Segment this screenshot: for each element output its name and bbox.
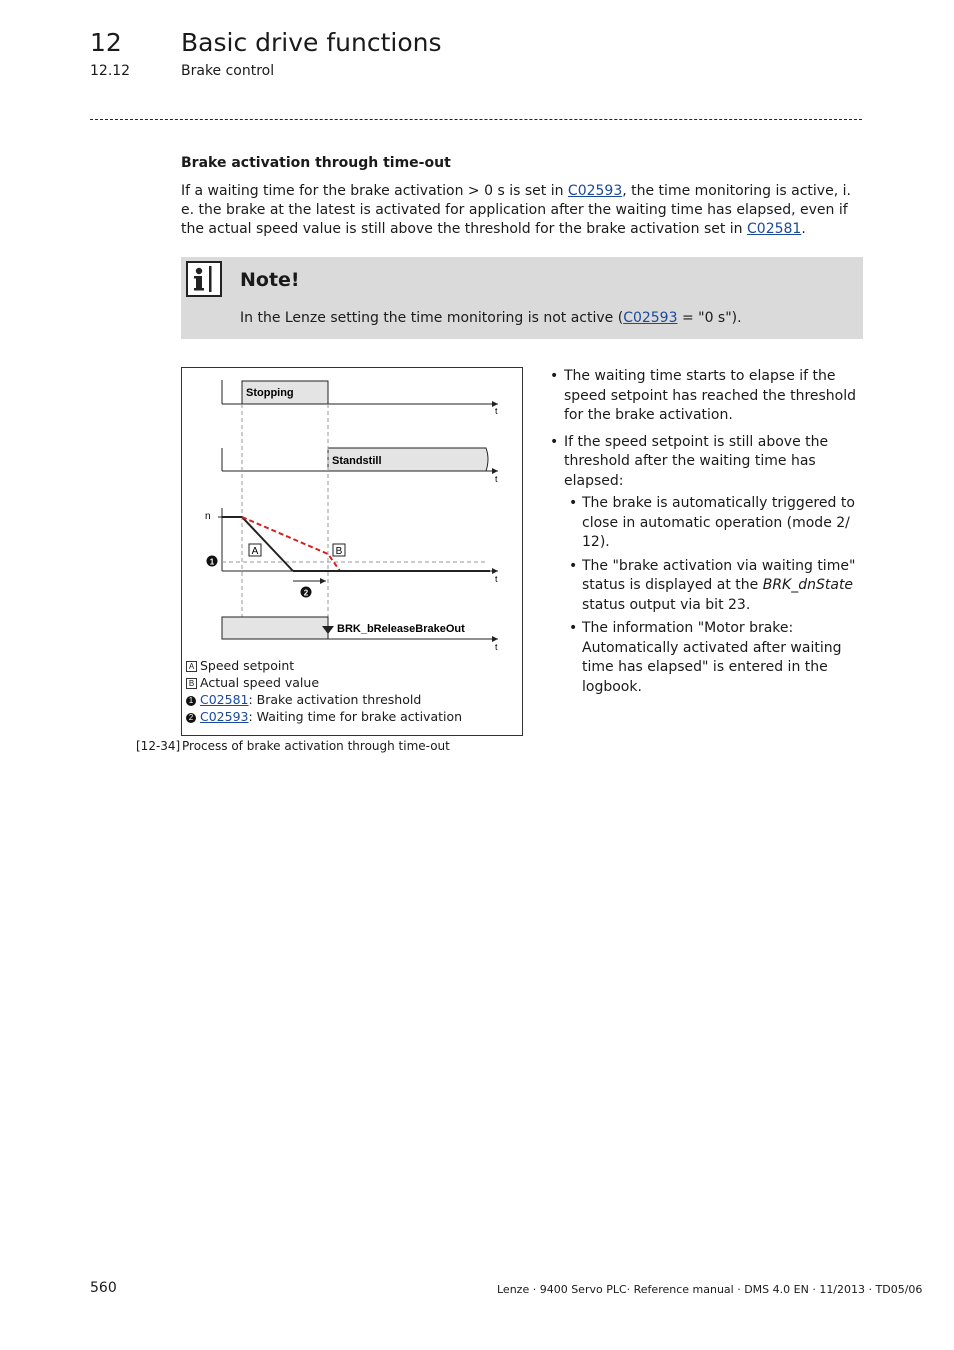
stopping-label: Stopping [246,387,294,399]
note-c02593-link[interactable]: C02593 [623,310,678,326]
note-box [181,257,863,339]
legend-a-box: A [186,661,197,672]
page-number: 560 [90,1280,117,1296]
bullet-list [549,367,867,704]
note-text: In the Lenze setting the time monitoring is not active (C02593 = "0 s"). [240,310,742,326]
legend-item-1: 1 C02581: Brake activation threshold [186,691,462,708]
c02581-link[interactable]: C02581 [747,221,802,237]
section-number: 12.12 [90,63,131,79]
legend-c02593-link[interactable]: C02593 [200,709,249,724]
legend-item-2: 2 C02593: Waiting time for brake activation [186,708,462,725]
note-title: Note! [240,269,300,291]
marker-b: B [335,546,343,557]
legend-b-box: B [186,678,197,689]
legend-c02581-link[interactable]: C02581 [200,692,249,707]
section-title: Brake control [181,63,275,79]
footer-doc-info: Lenze · 9400 Servo PLC· Reference manual · DMS 4.0 EN · 11/2013 · TD05/06 [497,1283,923,1296]
standstill-label: Standstill [332,455,382,467]
legend-item-a: A Speed setpoint [186,657,462,674]
info-icon [186,261,222,297]
section-heading: Brake activation through time-out [181,155,451,171]
marker-a: A [251,546,259,557]
marker-1: 1 [209,557,215,567]
list-item: • The waiting time starts to elapse if the speed setpoint has reached the threshold for the brake activation. [549,367,867,426]
figure-frame [181,367,523,736]
header-divider [90,119,862,120]
figure-legend [186,657,462,725]
brake-timing-diagram [182,368,522,658]
time-label-3: t [495,574,498,584]
legend-2-dot: 2 [186,713,196,723]
sub-list-item: • The "brake activation via waiting time" status is displayed at the BRK_dnState status output via bit 23. [564,557,867,616]
figure-caption-number: [12-34] [136,739,181,753]
intro-paragraph: If a waiting time for the brake activation > 0 s is set in C02593, the time monitoring is active, i. e. the brake at the latest is activated for application after the waiting time has elapsed, even if the actual speed value is still above the threshold for the brake activation set in C02581. [181,183,851,237]
c02593-link[interactable]: C02593 [567,183,623,199]
time-label-2: t [495,474,498,484]
chapter-title: Basic drive functions [181,28,442,57]
legend-item-b: B Actual speed value [186,674,462,691]
figure-caption: Process of brake activation through time-out [182,739,450,753]
legend-1-dot: 1 [186,696,196,706]
release-brake-signal [222,617,328,639]
time-label-1: t [495,406,498,416]
speed-axis-label: n [205,511,211,522]
marker-2: 2 [303,588,309,598]
list-item: • If the speed setpoint is still above the threshold after the waiting time has elapsed: • The brake is automatically triggered to close in automatic operation (mode 2/ 12). • The "brake activation via waiting time" status is displayed at the BRK_dnState status output via bit 23. • The information "Motor brake: Automatically activated after waiting time has elapsed" is entered in the logbook. [549,433,867,698]
chapter-number: 12 [90,28,122,57]
time-label-4: t [495,642,498,652]
sub-list-item: • The information "Motor brake: Automatically activated after waiting time has elapsed" is entered in the logbook. [564,619,867,697]
sub-list-item: • The brake is automatically triggered to close in automatic operation (mode 2/ 12). [564,494,867,553]
signal-label: BRK_bReleaseBrakeOut [337,623,465,635]
